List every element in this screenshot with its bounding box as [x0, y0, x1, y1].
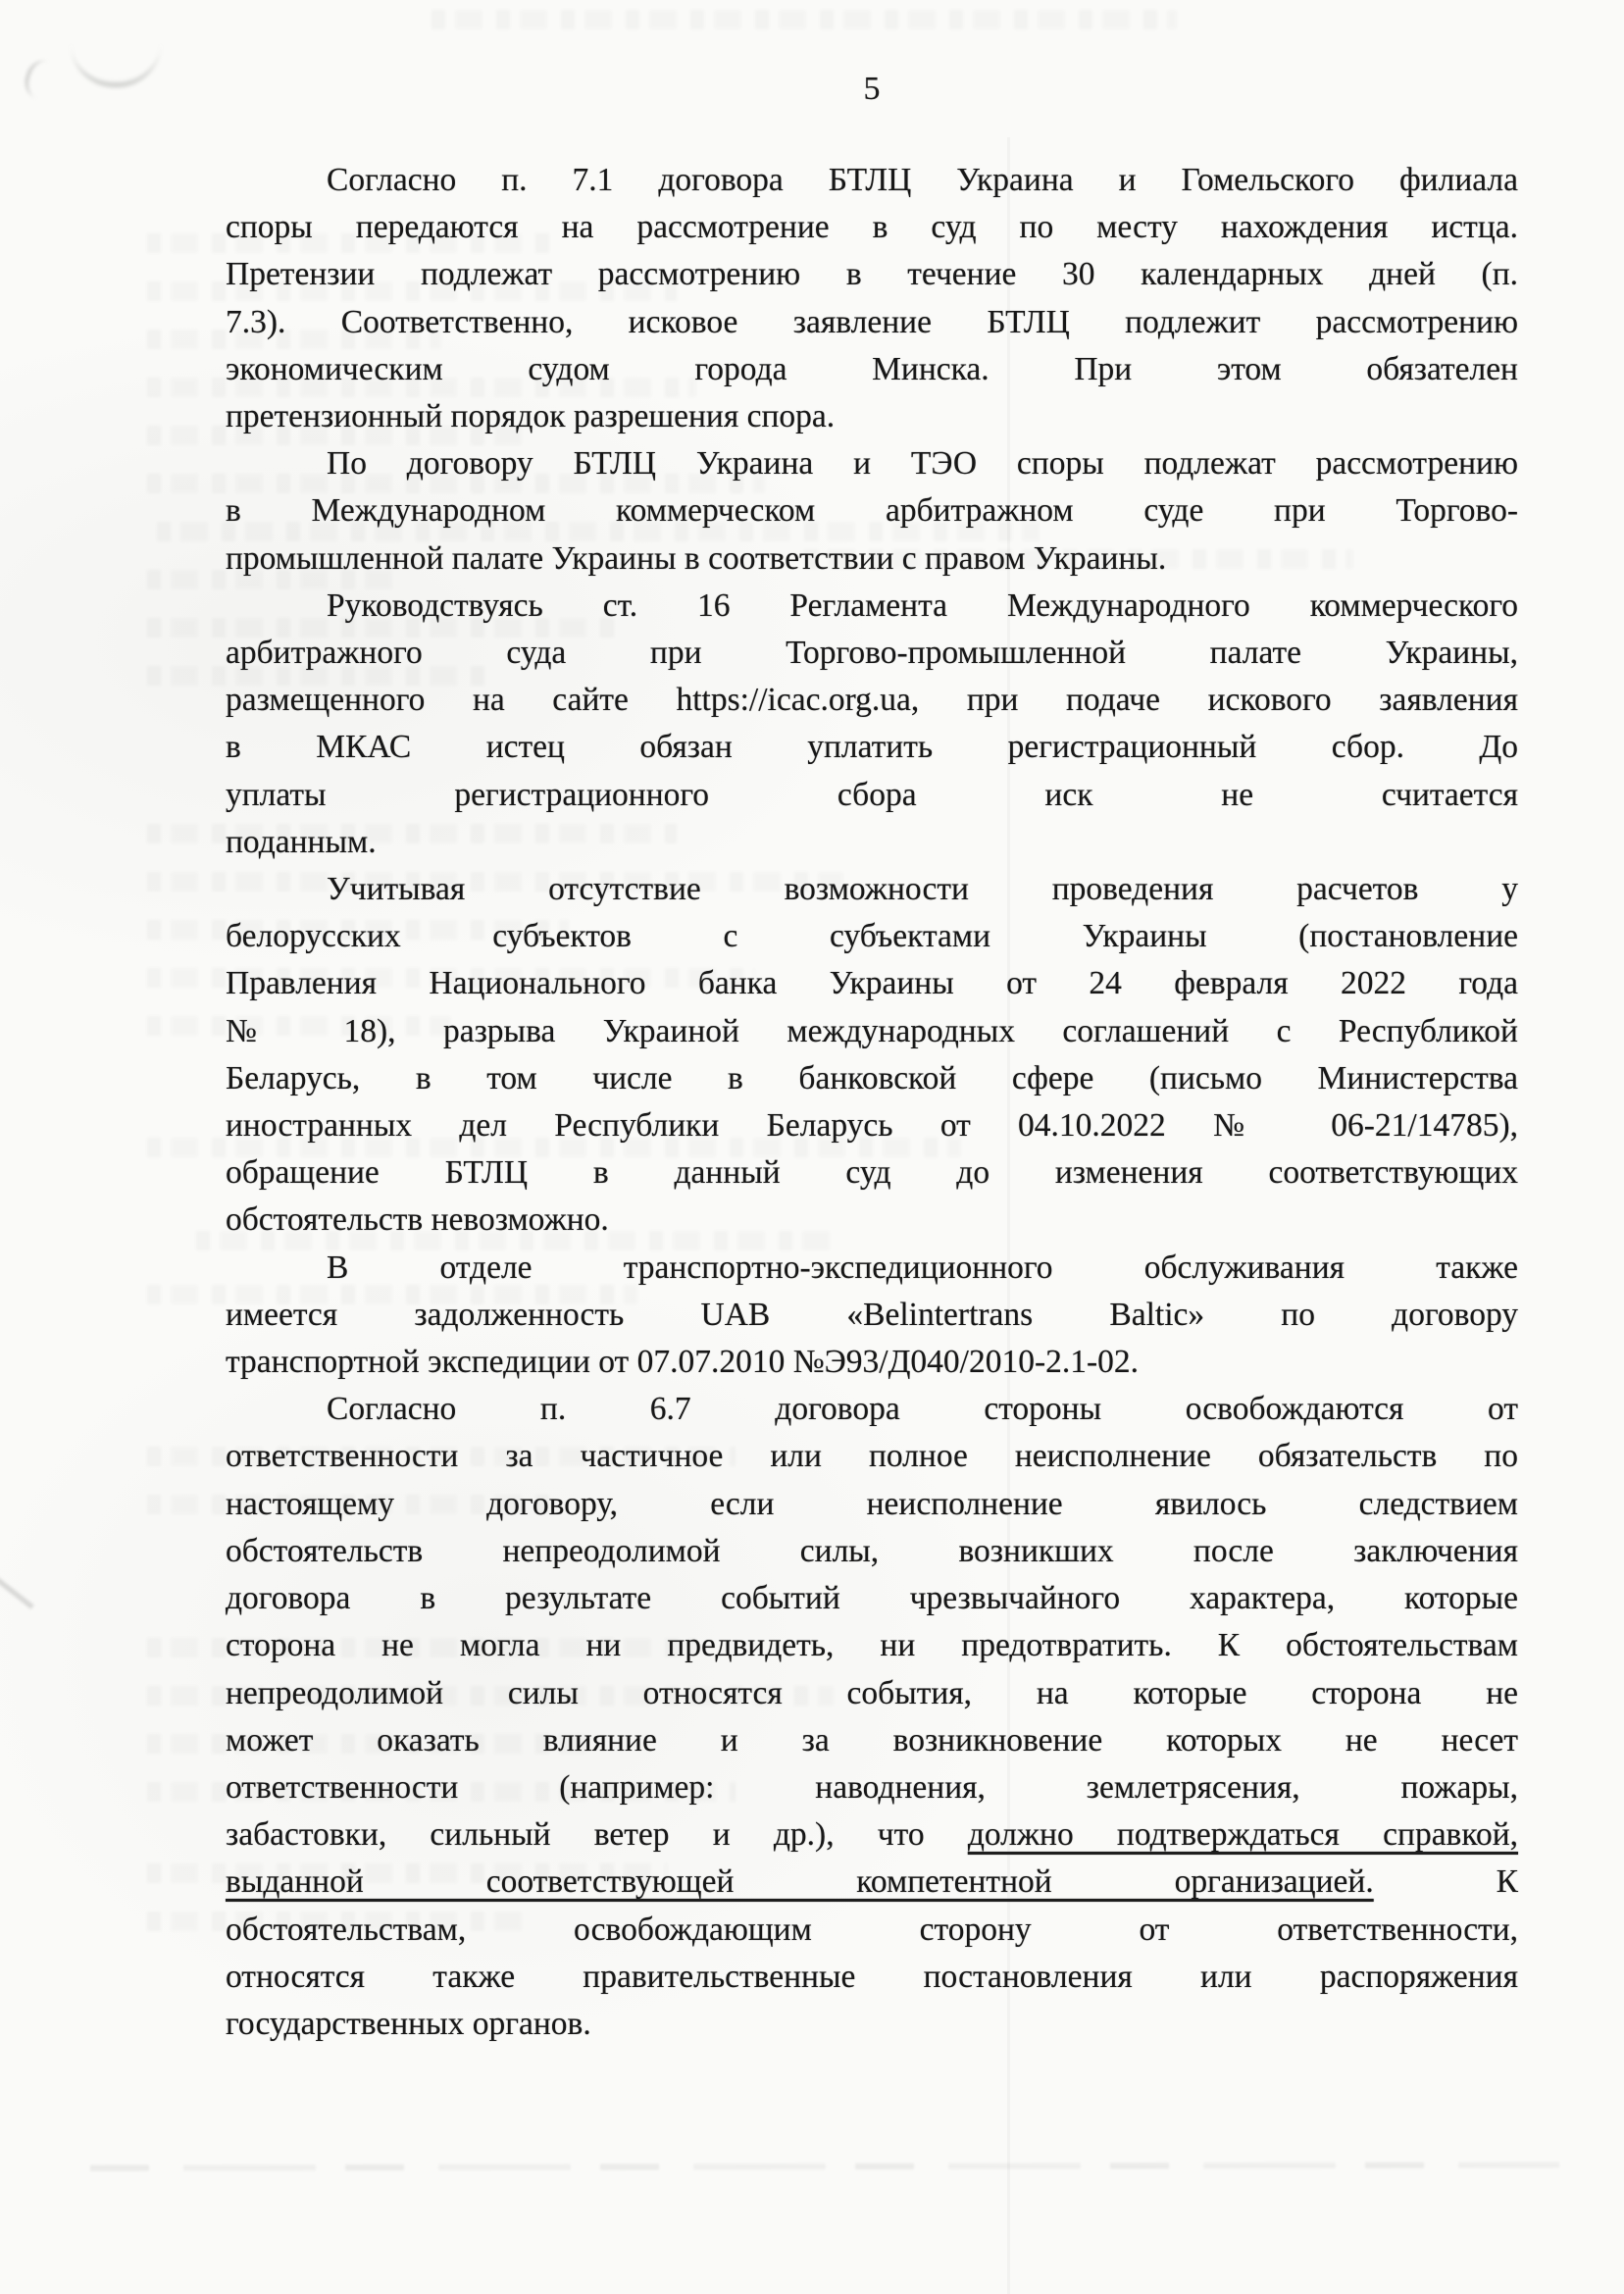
text-line: [226, 1859, 1518, 1906]
text-line: [226, 393, 1518, 440]
text-line: [226, 913, 1518, 960]
text-segment: имеется задолженность UAB «Belintertrans Baltic» по договору: [226, 1296, 1518, 1333]
text-line: [226, 1433, 1518, 1480]
text-line: [226, 1764, 1518, 1811]
text-line: [226, 819, 1518, 866]
text-segment: размещенного на сайте https://icac.org.ua, при подаче искового заявления: [226, 682, 1518, 719]
text-segment: претензионный порядок разрешения спора.: [226, 398, 836, 435]
text-segment: № 18), разрыва Украиной международных соглашений с Республикой: [226, 1012, 1518, 1049]
text-segment: ответственности за частичное или полное неисполнение обязательств по: [226, 1438, 1518, 1475]
text-segment: Учитывая отсутствие возможности проведения расчетов у: [327, 871, 1518, 908]
text-line: [226, 1717, 1518, 1764]
text-segment: может оказать влияние и за возникновение которых не несет: [226, 1721, 1518, 1759]
text-line: [226, 1575, 1518, 1622]
text-segment: По договору БТЛЦ Украина и ТЭО споры подлежат рассмотрению: [327, 445, 1518, 483]
bleed-through-streak: [90, 2162, 1559, 2170]
text-line: [226, 535, 1518, 583]
text-segment: настоящему договору, если неисполнение явилось следствием: [226, 1485, 1518, 1522]
text-segment: Правления Национального банка Украины от 24 февраля 2022 года: [226, 965, 1518, 1002]
text-line: [226, 1622, 1518, 1669]
text-segment: Согласно п. 7.1 договора БТЛЦ Украина и Гомельского филиала: [327, 162, 1518, 198]
text-line: [226, 772, 1518, 819]
page-number: 5: [863, 71, 881, 107]
text-line: [226, 583, 1518, 630]
text-segment: обстоятельствам, освобождающим сторону от ответственности,: [226, 1911, 1518, 1948]
text-line: [226, 1149, 1518, 1197]
text-line: [226, 1102, 1518, 1149]
text-line: [226, 630, 1518, 677]
text-segment: непреодолимой силы относятся события, на которые сторона не: [226, 1674, 1518, 1711]
text-line: [226, 346, 1518, 393]
paragraph: [226, 583, 1518, 866]
text-line: [226, 1670, 1518, 1717]
text-segment: обращение БТЛЦ в данный суд до изменения соответствующих: [226, 1154, 1518, 1192]
text-line: [226, 1386, 1518, 1433]
text-segment: относятся также правительственные постановления или распоряжения: [226, 1958, 1518, 1995]
text-line: [226, 204, 1518, 251]
text-segment: Претензии подлежат рассмотрению в течение 30 календарных дней (п.: [226, 256, 1518, 293]
paragraph: [226, 1245, 1518, 1387]
text-segment: В отделе транспортно-экспедиционного обслуживания также: [327, 1249, 1518, 1286]
text-line: [226, 1528, 1518, 1575]
text-line: [226, 2001, 1518, 2048]
text-line: [226, 866, 1518, 913]
text-segment: забастовки, сильный ветер и др.), что: [226, 1816, 968, 1854]
text-segment: в Международном коммерческом арбитражном суде при Торгово-: [226, 492, 1518, 530]
text-line: [226, 487, 1518, 535]
text-segment: договора в результате событий чрезвычайного характера, которые: [226, 1580, 1518, 1617]
underlined-text: должно подтверждаться справкой,: [967, 1816, 1519, 1854]
text-line: [226, 1339, 1518, 1386]
text-segment: экономическим судом города Минска. При этом обязателен: [226, 350, 1518, 387]
bleed-through-ghost: [431, 10, 1177, 29]
paragraph: [226, 440, 1518, 583]
text-line: [226, 157, 1518, 204]
text-segment: 7.3). Соответственно, исковое заявление БТЛЦ подлежит рассмотрению: [226, 303, 1518, 340]
text-segment: промышленной палате Украины в соответствии с правом Украины.: [226, 539, 1167, 577]
text-segment: иностранных дел Республики Беларусь от 04.10.2022 № 06-21/14785),: [226, 1107, 1518, 1145]
paragraph: [226, 1386, 1518, 2048]
text-line: [226, 960, 1518, 1007]
document-body: [226, 157, 1518, 2048]
text-segment: белорусских субъектов с субъектами Украины (постановление: [226, 918, 1518, 955]
underlined-text: выданной соответствующей компетентной организацией.: [226, 1863, 1374, 1901]
corner-smudge-mark: [71, 43, 161, 87]
text-segment: ответственности (например: наводнения, землетрясения, пожары,: [226, 1768, 1518, 1806]
paragraph: [226, 866, 1518, 1245]
paragraph: [226, 157, 1518, 440]
text-line: [226, 1811, 1518, 1859]
text-segment: в МКАС истец обязан уплатить регистрационный сбор. До: [226, 729, 1518, 766]
text-segment: сторона не могла ни предвидеть, ни предотвратить. К обстоятельствам: [226, 1627, 1518, 1664]
text-line: [226, 1197, 1518, 1244]
text-line: [226, 1481, 1518, 1528]
text-segment: Согласно п. 6.7 договора стороны освобождаются от: [327, 1391, 1518, 1428]
corner-smudge-mark: [21, 56, 69, 105]
text-segment: Руководствуясь ст. 16 Регламента Международного коммерческого: [327, 586, 1518, 624]
text-line: [226, 1008, 1518, 1055]
edge-smudge-mark: [0, 1577, 34, 1608]
text-segment: уплаты регистрационного сбора иск не считается: [226, 776, 1518, 813]
text-segment: споры передаются на рассмотрение в суд по месту нахождения истца.: [226, 209, 1518, 246]
text-segment: поданным.: [226, 823, 377, 860]
text-line: [226, 1954, 1518, 2001]
text-segment: арбитражного суда при Торгово-промышленной палате Украины,: [226, 635, 1518, 672]
text-line: [226, 440, 1518, 487]
text-segment: обстоятельств невозможно.: [226, 1201, 609, 1239]
text-line: [226, 1055, 1518, 1102]
text-segment: К: [1373, 1863, 1518, 1901]
text-line: [226, 251, 1518, 298]
text-segment: Беларусь, в том числе в банковской сфере (письмо Министерства: [226, 1059, 1518, 1096]
text-line: [226, 299, 1518, 346]
text-line: [226, 677, 1518, 724]
text-segment: транспортной экспедиции от 07.07.2010 №Э93/Д040/2010-2.1-02.: [226, 1344, 1140, 1381]
text-segment: государственных органов.: [226, 2005, 591, 2042]
text-line: [226, 1907, 1518, 1954]
text-line: [226, 1292, 1518, 1339]
text-segment: обстоятельств непреодолимой силы, возникших после заключения: [226, 1532, 1518, 1569]
text-line: [226, 724, 1518, 771]
text-line: [226, 1245, 1518, 1292]
